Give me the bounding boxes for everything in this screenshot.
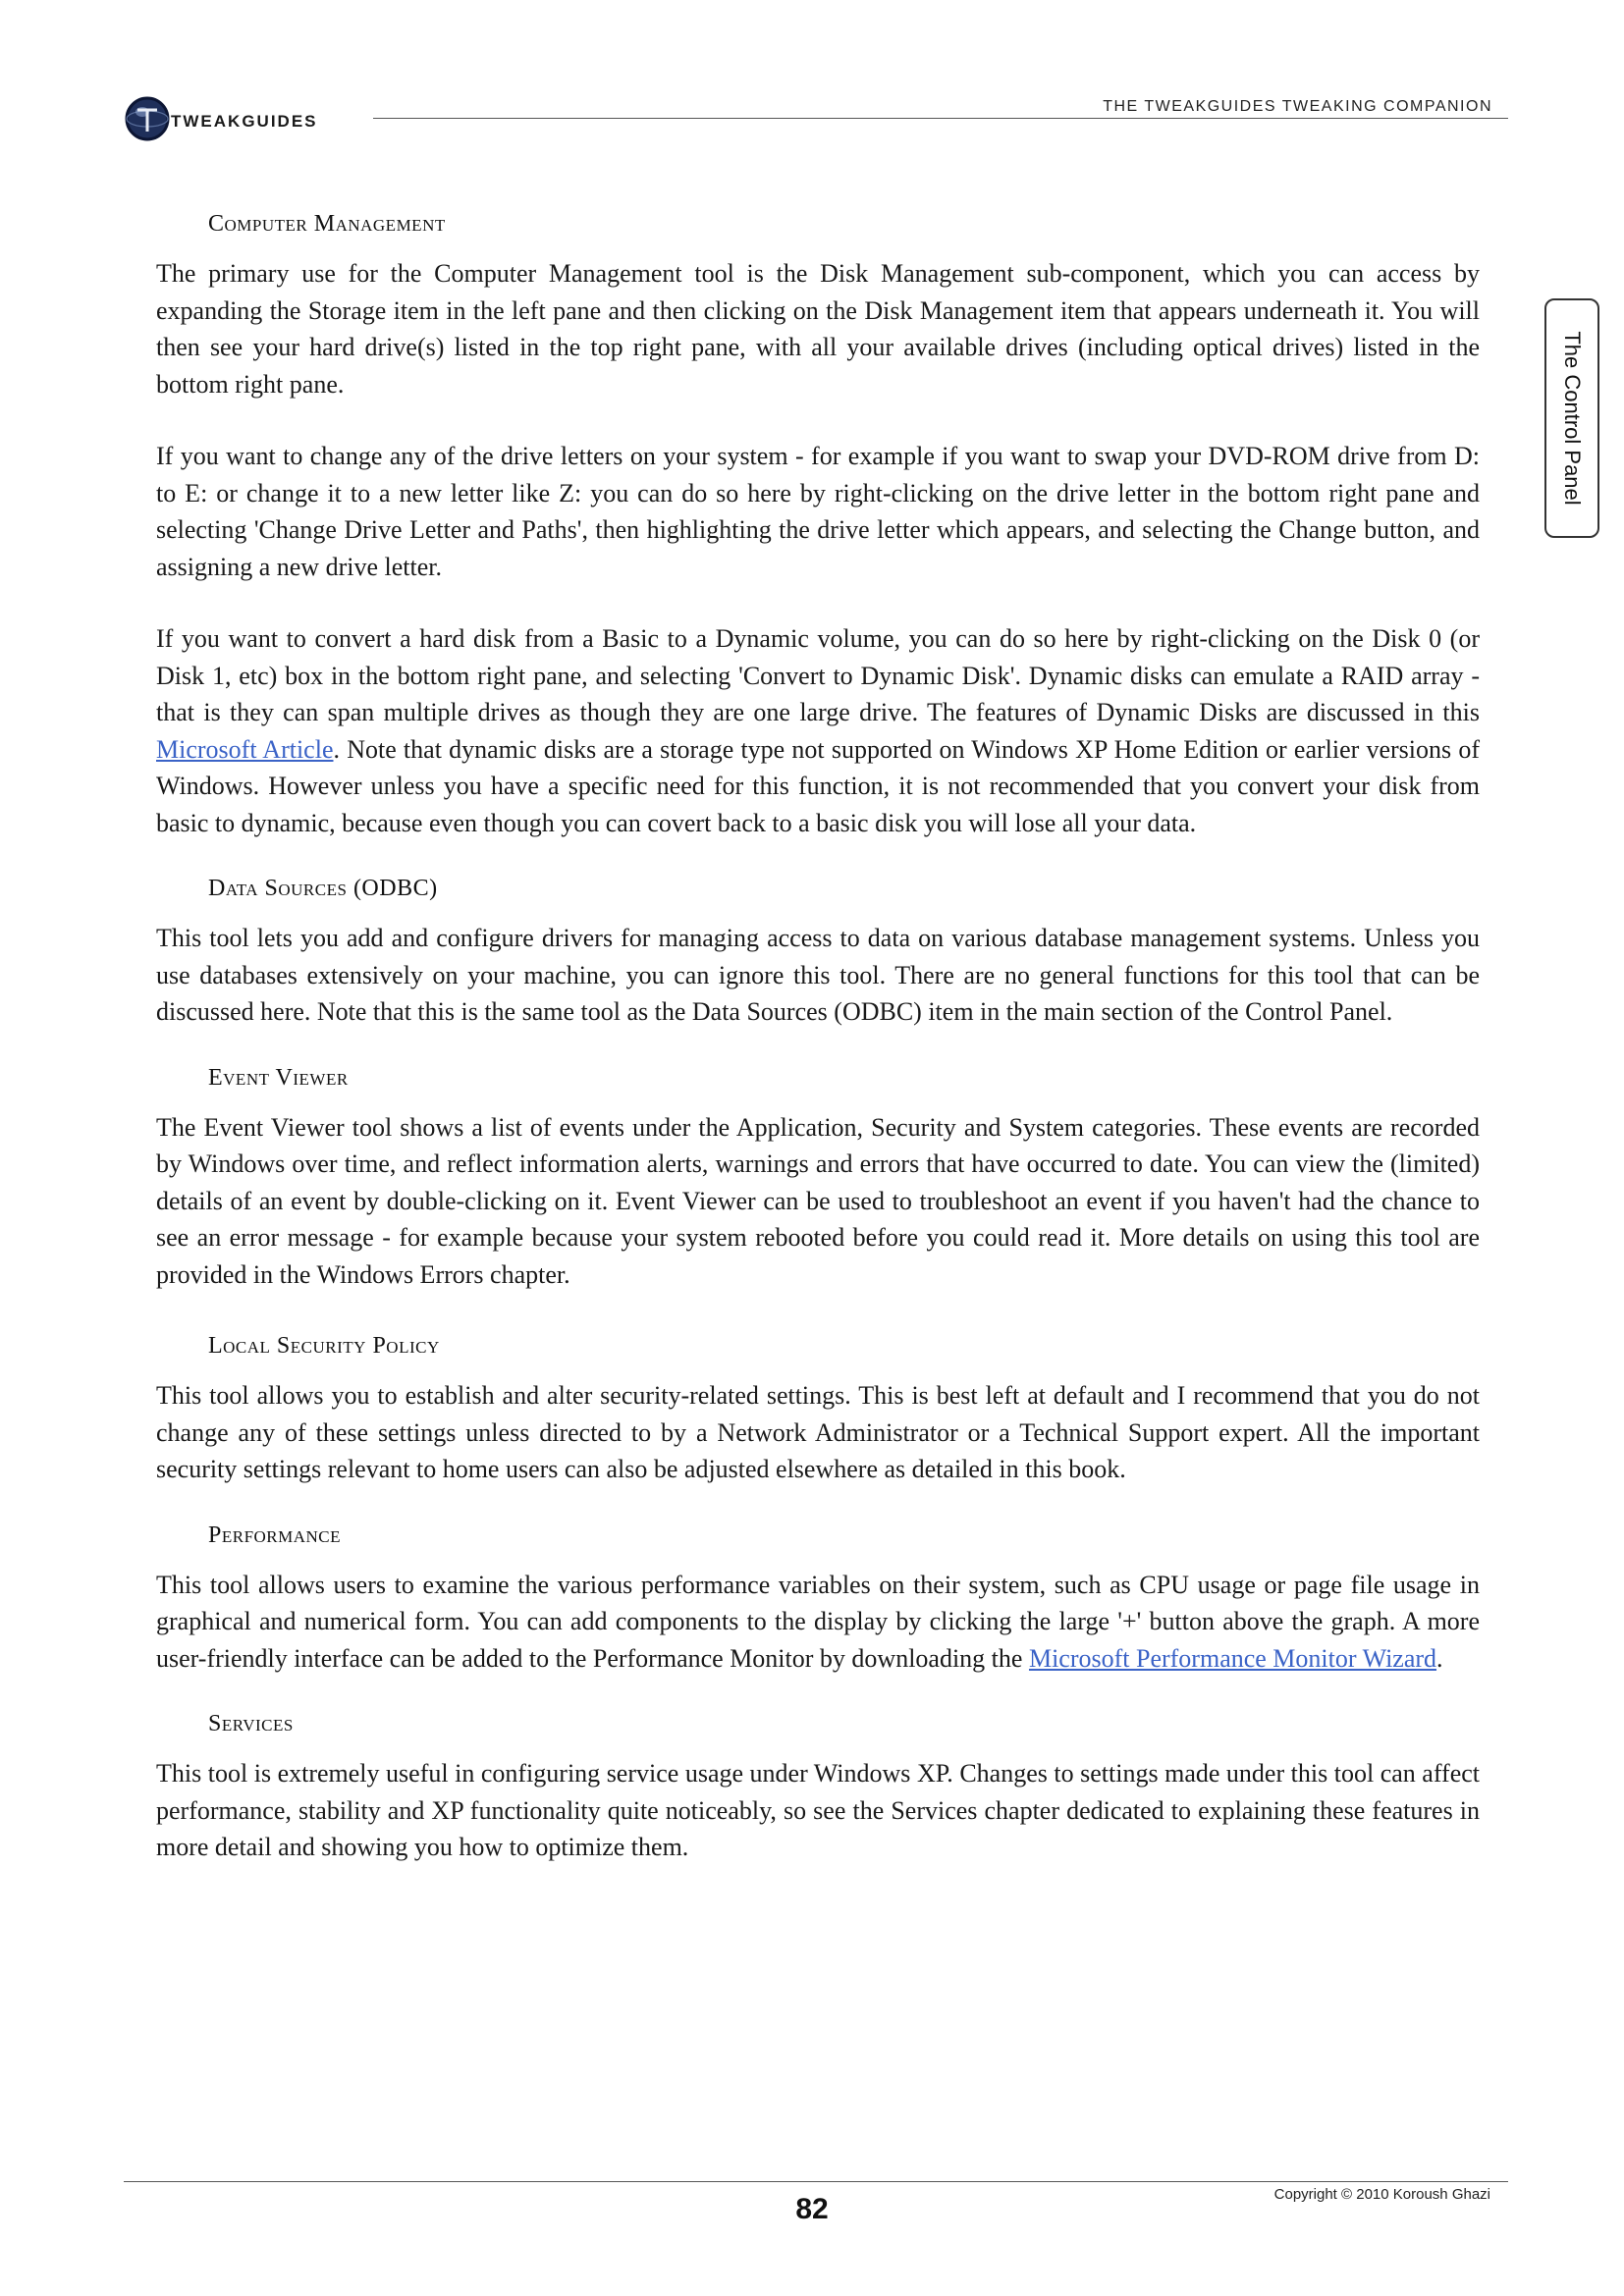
performance-monitor-wizard-link[interactable]: Microsoft Performance Monitor Wizard — [1028, 1643, 1437, 1673]
microsoft-article-link[interactable]: Microsoft Article — [156, 734, 334, 764]
paragraph: The primary use for the Computer Management tool is the Disk Management sub-component, which you can access by expanding the Storage item in the left pane and then clicking on the Disk Management item that appears underneath it. You will then see your hard drive(s) listed in the top right pane, with all your available drives (including optical drives) listed in the bottom right pane. — [156, 259, 1480, 399]
paragraph-text: . Note that dynamic disks are a storage type not supported on Windows XP Home Edition or earlier versions of Windows. However unless you have a specific need for this function, it is not recommended that you convert your disk from basic to dynamic, because even though you can covert back to a basic disk you will lose all your data. — [156, 734, 1480, 837]
logo-lettering: TWEAKGUIDES — [171, 112, 318, 131]
chapter-side-tab — [1544, 298, 1599, 538]
copyright-notice: Copyright © 2010 Koroush Ghazi — [1273, 2186, 1490, 2203]
page-number: 82 — [795, 2193, 829, 2225]
paragraph — [156, 620, 1480, 841]
paragraph: This tool allows you to establish and alter security-related settings. This is best left at default and I recommend that you do not change any of these settings unless directed to by a Network Administrator or a Technical Support expert. All the important security settings relevant to home users can also be adjusted elsewhere as detailed in this book. — [156, 1381, 1480, 1483]
section-heading-data-sources: Data Sources (ODBC) — [208, 876, 438, 901]
paragraph-text: . — [1436, 1643, 1443, 1673]
section-heading-services: Services — [208, 1711, 294, 1736]
paragraph-text: This tool allows users to examine the various performance variables on their system, such as CPU usage or page file usage in graphical and numerical form. You can add components to the display by clicking the large '+' button above the graph. A more user-friendly interface can be added to the Performance Monitor by downloading the — [156, 1570, 1480, 1673]
paragraph — [156, 1567, 1480, 1678]
paragraph: If you want to change any of the drive letters on your system - for example if you want to swap your DVD-ROM drive from D: to E: or change it to a new letter like Z: you can do so here by right-clicking on the drive letter in the bottom right pane and selecting 'Change Drive Letter and Paths', then highlighting the drive letter which appears, and selecting the Change button, and assigning a new drive letter. — [156, 442, 1480, 581]
page-content — [156, 206, 1480, 1901]
section-heading-event-viewer: Event Viewer — [208, 1064, 349, 1091]
paragraph: The Event Viewer tool shows a list of events under the Application, Security and System categories. These events are recorded by Windows over time, and reflect information alerts, warnings and errors that have occurred to date. You can view the (limited) details of an event by double-clicking on it. Event Viewer can be used to troubleshoot an event if you haven't had the chance to see an error message - for example because your system rebooted before you could read it. More details on using this tool are provided in the Windows Errors chapter. — [156, 1112, 1480, 1289]
section-heading-local-security-policy: Local Security Policy — [208, 1333, 440, 1359]
section-heading-performance: Performance — [208, 1522, 342, 1548]
tweakguides-logo — [124, 94, 359, 143]
footer-rule — [124, 2181, 1508, 2182]
header-rule — [373, 118, 1508, 119]
running-title: THE TWEAKGUIDES TWEAKING COMPANION — [1103, 98, 1492, 115]
paragraph: This tool lets you add and configure drivers for managing access to data on various database management systems. Unless you use databases extensively on your machine, you can ignore this tool. There are no general functions for this tool that can be discussed here. Note that this is the same tool as the Data Sources (ODBC) item in the main section of the Control Panel. — [156, 924, 1480, 1026]
paragraph-text: If you want to convert a hard disk from a Basic to a Dynamic volume, you can do so here by right-clicking on the Disk 0 (or Disk 1, etc) box in the bottom right pane, and selecting 'Convert to Dynamic Disk'. Dynamic disks can emulate a RAID array - that is they can span multiple drives as though they are one large drive. The features of Dynamic Disks are discussed in this — [156, 624, 1480, 726]
section-heading-computer-management: Computer Management — [208, 211, 446, 237]
chapter-side-tab-label: The Control Panel — [1560, 331, 1585, 506]
paragraph: This tool is extremely useful in configuring service usage under Windows XP. Changes to settings made under this tool can affect performance, stability and XP functionality quite noticeably, so see the Services chapter dedicated to explaining these features in more detail and showing you how to optimize them. — [156, 1759, 1480, 1861]
